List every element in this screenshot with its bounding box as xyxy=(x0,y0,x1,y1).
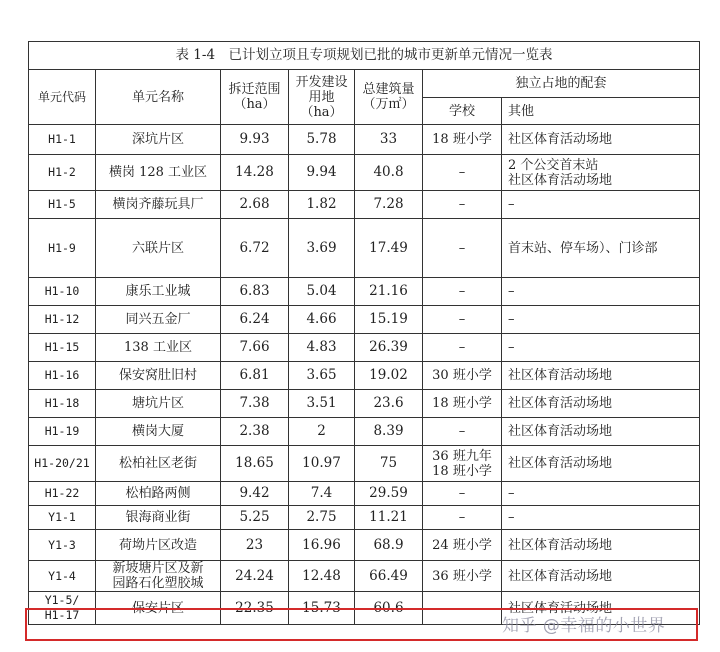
row-name: 银海商业街 xyxy=(96,506,221,530)
row-total-area: 40.8 xyxy=(355,155,423,191)
row-school: 24 班小学 xyxy=(423,530,502,561)
row-other: – xyxy=(502,506,700,530)
row-school: 18 班小学 xyxy=(423,125,502,155)
table-row xyxy=(29,418,700,446)
row-other: 首末站、停车场）、门诊部 xyxy=(502,219,700,278)
row-demolition: 14.28 xyxy=(221,155,289,191)
row-school: – xyxy=(423,334,502,362)
row-dev-land: 3.51 xyxy=(289,390,355,418)
header-school: 学校 xyxy=(423,98,502,125)
row-school: 30 班小学 xyxy=(423,362,502,390)
row-name: 138 工业区 xyxy=(96,334,221,362)
row-demolition: 6.81 xyxy=(221,362,289,390)
row-demolition: 22.35 xyxy=(221,592,289,625)
urban-renewal-table xyxy=(28,41,700,625)
row-demolition: 2.68 xyxy=(221,191,289,219)
row-school: 36 班九年 18 班小学 xyxy=(423,446,502,482)
row-code: Y1-5/ H1-17 xyxy=(29,592,96,625)
row-dev-land: 5.78 xyxy=(289,125,355,155)
row-dev-land: 2 xyxy=(289,418,355,446)
row-demolition: 6.24 xyxy=(221,306,289,334)
watermark: 知乎 @幸福的小世界 xyxy=(502,616,666,636)
row-name: 荷坳片区改造 xyxy=(96,530,221,561)
row-other: 社区体育活动场地 xyxy=(502,125,700,155)
row-total-area: 21.16 xyxy=(355,278,423,306)
row-demolition: 23 xyxy=(221,530,289,561)
row-school: – xyxy=(423,506,502,530)
row-total-area: 15.19 xyxy=(355,306,423,334)
row-dev-land: 5.04 xyxy=(289,278,355,306)
row-name: 新坡塘片区及新 园路石化塑胶城 xyxy=(96,561,221,592)
row-dev-land: 3.69 xyxy=(289,219,355,278)
row-total-area: 11.21 xyxy=(355,506,423,530)
row-other: 社区体育活动场地 xyxy=(502,592,700,625)
row-other: 社区体育活动场地 xyxy=(502,418,700,446)
row-code: H1-2 xyxy=(29,155,96,191)
row-name: 保安窝肚旧村 xyxy=(96,362,221,390)
table-row xyxy=(29,191,700,219)
row-code: H1-9 xyxy=(29,219,96,278)
row-other: 社区体育活动场地 xyxy=(502,390,700,418)
table-caption: 表 1-4 已计划立项且专项规划已批的城市更新单元情况一览表 xyxy=(29,42,700,70)
row-dev-land: 16.96 xyxy=(289,530,355,561)
row-dev-land: 10.97 xyxy=(289,446,355,482)
row-total-area: 17.49 xyxy=(355,219,423,278)
header-total-area: 总建筑量（万㎡） xyxy=(355,70,423,125)
row-other: – xyxy=(502,482,700,506)
row-dev-land: 1.82 xyxy=(289,191,355,219)
row-dev-land: 12.48 xyxy=(289,561,355,592)
row-name: 横岗 128 工业区 xyxy=(96,155,221,191)
table-row xyxy=(29,561,700,592)
row-code: H1-18 xyxy=(29,390,96,418)
row-demolition: 24.24 xyxy=(221,561,289,592)
table-row xyxy=(29,306,700,334)
table-row xyxy=(29,155,700,191)
row-name: 塘坑片区 xyxy=(96,390,221,418)
row-name: 康乐工业城 xyxy=(96,278,221,306)
row-school: – xyxy=(423,418,502,446)
row-other: 社区体育活动场地 xyxy=(502,362,700,390)
row-total-area: 7.28 xyxy=(355,191,423,219)
row-demolition: 6.83 xyxy=(221,278,289,306)
row-demolition: 2.38 xyxy=(221,418,289,446)
row-dev-land: 9.94 xyxy=(289,155,355,191)
row-code: H1-15 xyxy=(29,334,96,362)
row-total-area: 8.39 xyxy=(355,418,423,446)
row-other: – xyxy=(502,334,700,362)
row-code: Y1-1 xyxy=(29,506,96,530)
header-dev-land: 开发建设用地（ha） xyxy=(289,70,355,125)
table-row xyxy=(29,530,700,561)
row-code: H1-22 xyxy=(29,482,96,506)
row-total-area: 29.59 xyxy=(355,482,423,506)
row-school: – xyxy=(423,306,502,334)
row-total-area: 26.39 xyxy=(355,334,423,362)
row-total-area: 23.6 xyxy=(355,390,423,418)
row-code: H1-12 xyxy=(29,306,96,334)
row-code: Y1-4 xyxy=(29,561,96,592)
row-name: 横岗齐藤玩具厂 xyxy=(96,191,221,219)
row-name: 松柏社区老街 xyxy=(96,446,221,482)
row-school: – xyxy=(423,155,502,191)
row-name: 保安片区 xyxy=(96,592,221,625)
row-demolition: 5.25 xyxy=(221,506,289,530)
table-row xyxy=(29,334,700,362)
row-code: H1-20/21 xyxy=(29,446,96,482)
row-dev-land: 15.73 xyxy=(289,592,355,625)
row-name: 深坑片区 xyxy=(96,125,221,155)
row-total-area: 75 xyxy=(355,446,423,482)
row-other: 社区体育活动场地 xyxy=(502,446,700,482)
header-name: 单元名称 xyxy=(96,70,221,125)
row-code: Y1-3 xyxy=(29,530,96,561)
row-total-area: 66.49 xyxy=(355,561,423,592)
row-code: H1-10 xyxy=(29,278,96,306)
row-total-area: 19.02 xyxy=(355,362,423,390)
table-row xyxy=(29,125,700,155)
row-demolition: 18.65 xyxy=(221,446,289,482)
table-row xyxy=(29,278,700,306)
row-dev-land: 2.75 xyxy=(289,506,355,530)
row-dev-land: 7.4 xyxy=(289,482,355,506)
row-code: H1-16 xyxy=(29,362,96,390)
header-code: 单元代码 xyxy=(29,70,96,125)
row-school: – xyxy=(423,482,502,506)
row-school: – xyxy=(423,219,502,278)
table-row xyxy=(29,362,700,390)
row-dev-land: 3.65 xyxy=(289,362,355,390)
row-demolition: 9.93 xyxy=(221,125,289,155)
row-code: H1-19 xyxy=(29,418,96,446)
row-name: 松柏路两侧 xyxy=(96,482,221,506)
row-total-area: 68.9 xyxy=(355,530,423,561)
row-other: 社区体育活动场地 xyxy=(502,561,700,592)
row-total-area: 60.6 xyxy=(355,592,423,625)
row-dev-land: 4.83 xyxy=(289,334,355,362)
table-row xyxy=(29,446,700,482)
row-name: 六联片区 xyxy=(96,219,221,278)
row-total-area: 33 xyxy=(355,125,423,155)
row-other: 2 个公交首末站 社区体育活动场地 xyxy=(502,155,700,191)
row-name: 横岗大厦 xyxy=(96,418,221,446)
row-school: – xyxy=(423,278,502,306)
header-facilities: 独立占地的配套 xyxy=(423,70,700,98)
row-school: – xyxy=(423,191,502,219)
table-row xyxy=(29,506,700,530)
table-row xyxy=(29,390,700,418)
row-demolition: 7.38 xyxy=(221,390,289,418)
row-school: – xyxy=(423,592,502,625)
row-other: 社区体育活动场地 xyxy=(502,530,700,561)
row-code: H1-5 xyxy=(29,191,96,219)
row-school: 18 班小学 xyxy=(423,390,502,418)
row-demolition: 6.72 xyxy=(221,219,289,278)
header-other: 其他 xyxy=(502,98,700,125)
row-demolition: 9.42 xyxy=(221,482,289,506)
row-demolition: 7.66 xyxy=(221,334,289,362)
row-dev-land: 4.66 xyxy=(289,306,355,334)
row-other: – xyxy=(502,191,700,219)
header-demolition: 拆迁范围（ha） xyxy=(221,70,289,125)
table-row xyxy=(29,219,700,278)
row-code: H1-1 xyxy=(29,125,96,155)
row-other: – xyxy=(502,306,700,334)
row-name: 同兴五金厂 xyxy=(96,306,221,334)
table-row xyxy=(29,482,700,506)
row-school: 36 班小学 xyxy=(423,561,502,592)
row-other: – xyxy=(502,278,700,306)
